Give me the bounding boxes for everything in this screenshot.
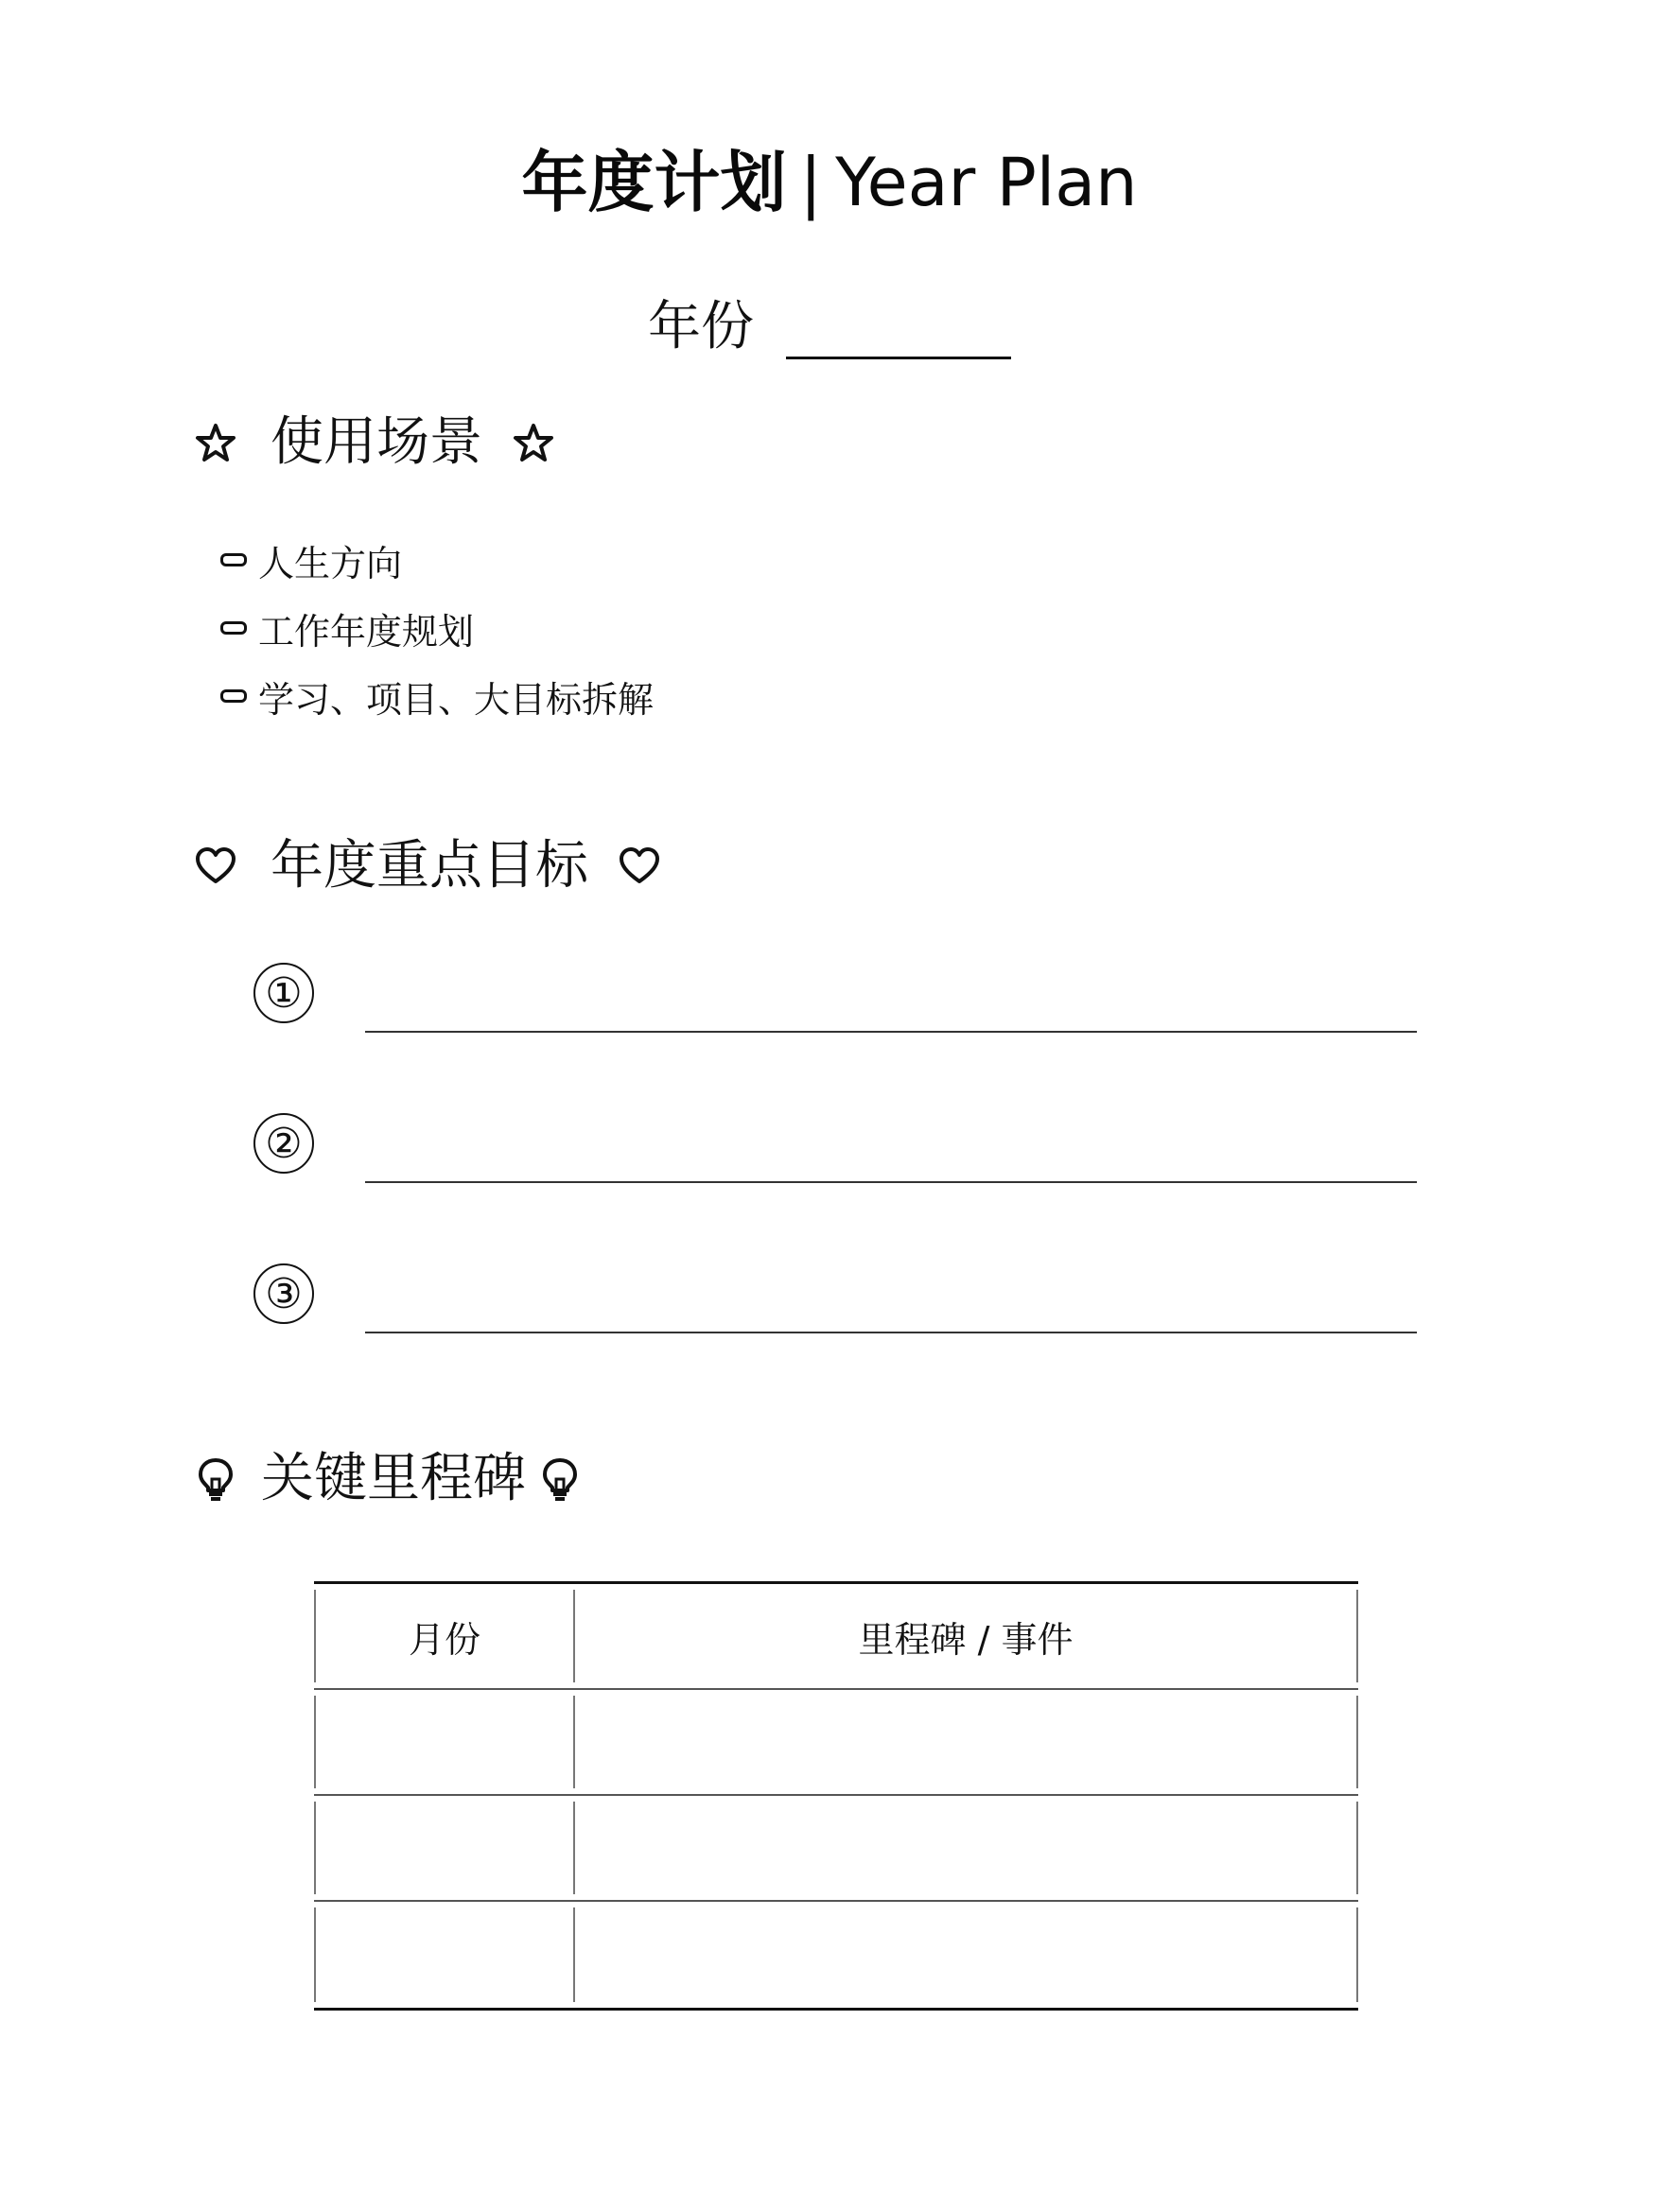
event-cell[interactable] [573,1907,1358,2002]
usage-heading-text: 使用场景 [271,411,482,473]
goal-row [253,1263,1417,1349]
table-row [314,1902,1358,2008]
goal-blank-line[interactable] [365,1031,1417,1033]
year-row [0,291,1659,363]
list-item-text: 学习、项目、大目标拆解 [258,678,655,721]
milestones-heading-text: 关键里程碑 [261,1448,526,1509]
goals-heading [193,830,662,902]
table-row [314,1796,1358,1902]
dash-icon [220,621,247,635]
star-icon [511,420,556,465]
goals-heading-text: 年度重点目标 [271,835,588,897]
year-blank-line[interactable] [786,300,1011,359]
star-icon [193,420,238,465]
heart-icon [617,844,662,889]
lightbulb-icon [537,1456,583,1502]
goal-number-2: ② [253,1113,314,1174]
usage-list [220,526,654,730]
dash-icon [220,553,247,566]
list-item [220,526,654,594]
year-label: 年份 [648,296,754,357]
goal-number-3: ③ [253,1263,314,1324]
milestones-heading [193,1443,583,1515]
event-cell[interactable] [573,1802,1358,1894]
list-item-text: 工作年度规划 [258,610,475,653]
title-en: Year Plan [835,144,1138,221]
list-item [220,662,654,730]
goal-blank-line[interactable] [365,1181,1417,1183]
list-item-text: 人生方向 [258,542,403,584]
title-separator: | [799,144,823,221]
lightbulb-icon [193,1456,238,1502]
event-cell[interactable] [573,1696,1358,1788]
goal-number-1: ① [253,963,314,1023]
list-item [220,594,654,662]
goal-row [253,963,1417,1048]
month-cell[interactable] [314,1907,573,2002]
heart-icon [193,844,238,889]
goal-blank-line[interactable] [365,1332,1417,1333]
usage-heading [193,407,556,479]
table-row [314,1690,1358,1796]
title-cn: 年度计划 [521,144,787,221]
month-cell[interactable] [314,1696,573,1788]
column-header-month: 月份 [314,1590,573,1682]
month-cell[interactable] [314,1802,573,1894]
milestones-table [314,1581,1358,2011]
dash-icon [220,689,247,703]
goal-row [253,1113,1417,1198]
column-header-event: 里程碑 / 事件 [573,1590,1358,1682]
page-title [0,140,1659,225]
table-header-row [314,1584,1358,1690]
